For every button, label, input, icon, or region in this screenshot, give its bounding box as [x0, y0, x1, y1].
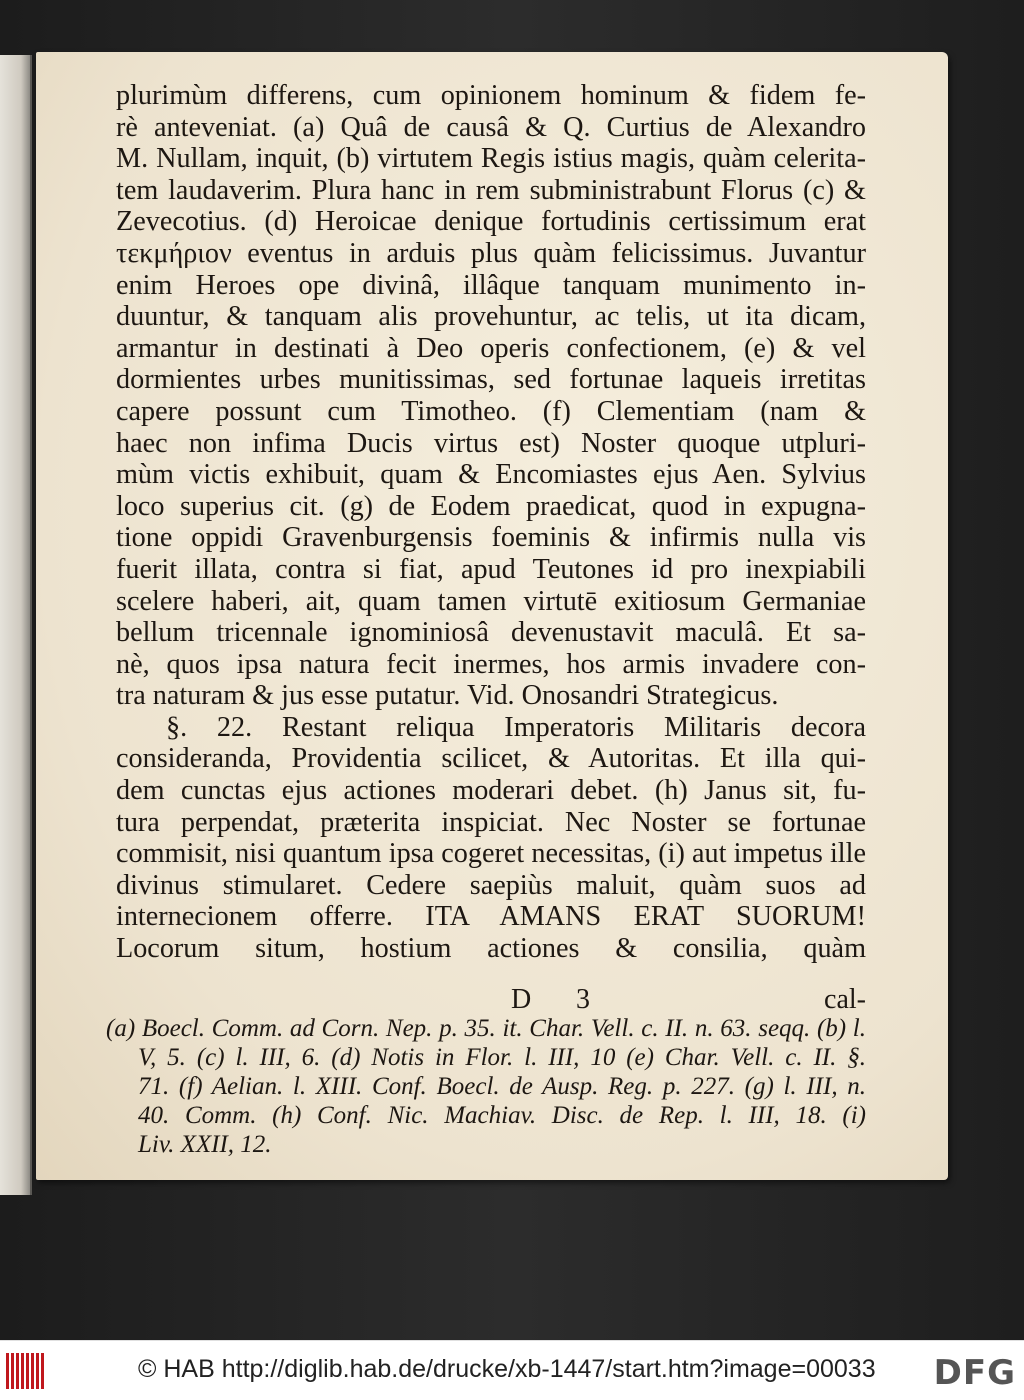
text-line: tra naturam & jus esse putatur. Vid. Onosandri Strategicus. [116, 680, 779, 712]
text-line: internecionem offerre. ITA AMANS ERAT SUORUM! [116, 901, 866, 933]
text-line: enim Heroes ope divinâ, illâque tanquam munimento in- [116, 269, 866, 301]
text-line: dem cunctas ejus actiones moderari debet. (h) Janus sit, fu- [116, 775, 866, 807]
text-line: Zevecotius. (d) Heroicae denique fortudinis certissimum erat [116, 206, 866, 238]
text-line: haec non infima Ducis virtus est) Noster quoque utpluri- [116, 427, 866, 459]
text-line: bellum tricennale ignominiosâ devenustavit maculâ. Et sa- [116, 617, 866, 649]
hab-logo-icon [6, 1353, 44, 1389]
text-line: tem laudaverim. Plura hanc in rem subministrabunt Florus (c) & [116, 174, 866, 206]
footnote-line: Liv. XXII, 12. [138, 1131, 272, 1158]
text-line: tione oppidi Gravenburgensis foeminis & infirmis nulla vis [116, 522, 866, 554]
text-line: divinus stimularet. Cedere saepiùs maluit, quàm suos ad [116, 869, 866, 901]
body-text [116, 80, 866, 965]
footnote-line: 71. (f) Aelian. l. XIII. Conf. Boecl. de Ausp. Reg. p. 227. (g) l. III, n. [138, 1073, 866, 1100]
text-line: Locorum situm, hostium actiones & consilia, quàm [116, 933, 866, 965]
footnote-line: V, 5. (c) l. III, 6. (d) Notis in Flor. l. III, 10 (e) Char. Vell. c. II. §. [138, 1044, 866, 1071]
book-page [36, 52, 948, 1180]
dfg-logo: DFG [933, 1353, 1016, 1393]
text-line: fuerit illata, contra si fiat, apud Teutones id pro inexpiabili [116, 553, 866, 585]
signature-number: 3 [576, 984, 590, 1015]
text-line: duuntur, & tanquam alis provehuntur, ac telis, ut ita dicam, [116, 301, 866, 333]
text-line: consideranda, Providentia scilicet, & Autoritas. Et illa qui- [116, 743, 866, 775]
text-line: mùm victis exhibuit, quam & Encomiastes ejus Aen. Sylvius [116, 459, 866, 491]
footnote-line: 40. Comm. (h) Conf. Nic. Machiav. Disc. de Rep. l. III, 18. (i) [138, 1102, 866, 1129]
text-line: τεκμήριον eventus in arduis plus quàm felicissimus. Juvantur [116, 237, 866, 269]
viewer-footer [0, 1340, 1024, 1400]
section-heading-line: §. 22. Restant reliqua Imperatoris Militaris decora [166, 711, 866, 743]
text-line: armantur in destinati à Deo operis confectionem, (e) & vel [116, 332, 866, 364]
text-line: scelere haberi, ait, quam tamen virtutē exitiosum Germaniae [116, 585, 866, 617]
text-line: loco superius cit. (g) de Eodem praedicat, quod in expugna- [116, 490, 866, 522]
text-line: nè, quos ipsa natura fecit inermes, hos armis invadere con- [116, 648, 866, 680]
text-line: M. Nullam, inquit, (b) virtutem Regis istius magis, quàm celerita- [116, 143, 866, 175]
text-line: rè anteveniat. (a) Quâ de causâ & Q. Curtius de Alexandro [116, 111, 866, 143]
footnote-line: (a) Boecl. Comm. ad Corn. Nep. p. 35. it. Char. Vell. c. II. n. 63. seqq. (b) l. [106, 1015, 866, 1042]
catchword: cal- [824, 984, 866, 1015]
footnotes [106, 1014, 866, 1159]
source-url[interactable]: © HAB http://diglib.hab.de/drucke/xb-1447/start.htm?image=00033 [138, 1355, 876, 1383]
signature-line [116, 984, 866, 1016]
previous-page-edge [0, 55, 32, 1195]
text-line: dormientes urbes munitissimas, sed fortunae laqueis irretitas [116, 364, 866, 396]
signature-letter: D [511, 984, 532, 1015]
text-line: tura perpendat, præterita inspiciat. Nec Noster se fortunae [116, 806, 866, 838]
text-line: commisit, nisi quantum ipsa cogeret necessitas, (i) aut impetus ille [116, 838, 866, 870]
text-line: plurimùm differens, cum opinionem hominum & fidem fe- [116, 80, 866, 111]
text-line: capere possunt cum Timotheo. (f) Clementiam (nam & [116, 395, 866, 427]
